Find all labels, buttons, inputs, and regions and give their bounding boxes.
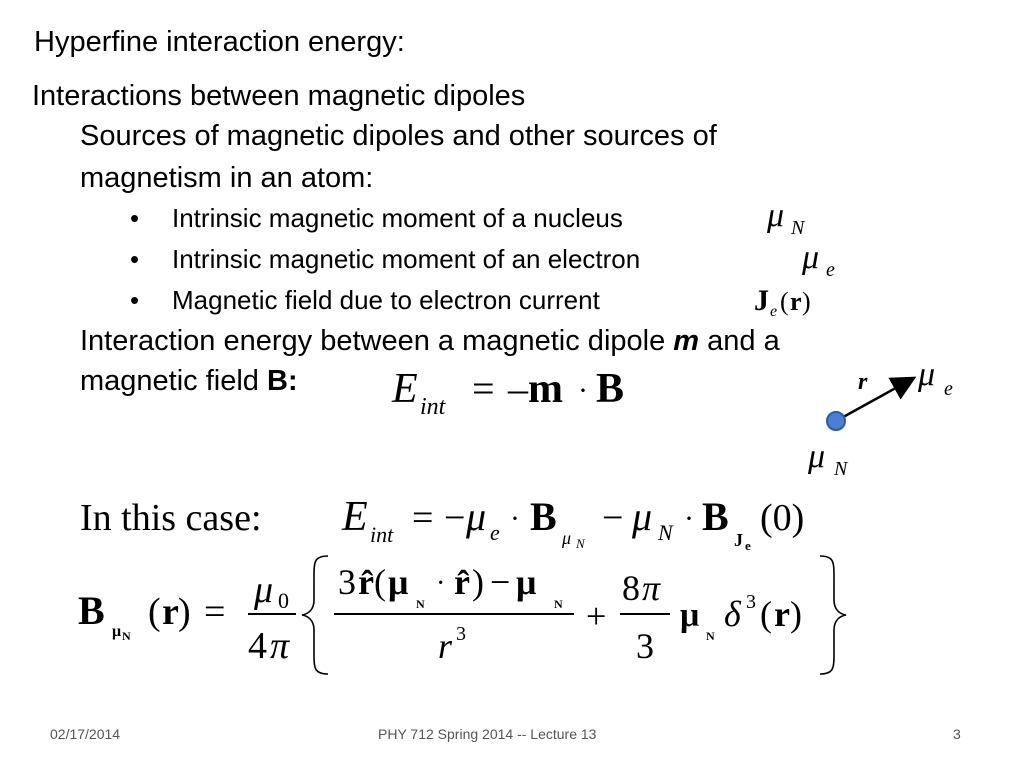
svg-text:m: m <box>528 366 563 412</box>
svg-text:+: + <box>586 596 607 636</box>
dipole-diagram <box>800 355 980 485</box>
svg-text:): ) <box>472 562 484 602</box>
energy-equation <box>390 362 650 432</box>
nucleus-dot <box>827 412 845 430</box>
dipole-m-label: m <box>673 325 700 357</box>
svg-text:N: N <box>834 458 848 480</box>
svg-text:·: · <box>510 502 520 535</box>
svg-text:−: − <box>444 497 466 539</box>
svg-text:(: ( <box>148 591 161 633</box>
mu-e-symbol <box>800 238 844 282</box>
je-r-symbol <box>752 280 832 324</box>
svg-text:B: B <box>596 366 625 412</box>
svg-text:N: N <box>706 629 715 643</box>
slide-title: Hyperfine interaction energy: <box>34 26 405 58</box>
svg-text:=: = <box>412 497 434 539</box>
dipole-field-equation <box>76 548 856 678</box>
svg-text:μ: μ <box>802 239 820 276</box>
svg-text:int: int <box>420 394 446 420</box>
svg-text:N: N <box>576 536 585 551</box>
bullet-marker-2: • <box>130 244 140 274</box>
svg-text:3: 3 <box>338 562 356 602</box>
svg-text:μ: μ <box>516 562 537 602</box>
svg-text:B: B <box>702 494 729 539</box>
svg-text:π: π <box>642 568 661 608</box>
svg-text:–: – <box>508 366 528 411</box>
footer-course: PHY 712 Spring 2014 -- Lecture 13 <box>378 726 597 742</box>
svg-text:e: e <box>770 303 778 320</box>
svg-text:−: − <box>490 562 511 602</box>
r-vector-label: r <box>858 369 868 395</box>
svg-text:r: r <box>790 287 802 316</box>
svg-text:N: N <box>416 597 425 611</box>
sources-line-1: Sources of magnetic dipoles and other sources of <box>80 120 717 152</box>
svg-text:r: r <box>774 594 790 634</box>
footer-page-number: 3 <box>953 726 961 742</box>
footer-date: 02/17/2014 <box>50 726 121 742</box>
svg-text:3: 3 <box>746 591 756 613</box>
svg-text:μ: μ <box>680 597 700 634</box>
svg-text:=: = <box>204 591 226 633</box>
svg-text:−: − <box>602 497 624 539</box>
section-heading: Interactions between magnetic dipoles <box>32 80 526 112</box>
svg-text:μ: μ <box>466 494 487 539</box>
magnetic-field-text: magnetic field <box>80 365 267 397</box>
interaction-text-a: Interaction energy between a magnetic dipole <box>80 325 674 357</box>
svg-text:N: N <box>791 217 805 239</box>
svg-text:J: J <box>734 530 743 550</box>
svg-text:·: · <box>578 374 588 407</box>
svg-text:e: e <box>490 520 500 545</box>
bullet-nucleus-moment: Intrinsic magnetic moment of a nucleus <box>172 203 623 233</box>
svg-text:μ: μ <box>112 623 122 640</box>
interaction-line-2 <box>80 365 298 398</box>
svg-text:μ: μ <box>254 569 274 611</box>
in-this-case-label: In this case: <box>80 497 262 539</box>
svg-text:E: E <box>392 366 418 412</box>
svg-text:(0): (0) <box>760 497 805 539</box>
mu-e-diagram-label: μ <box>918 356 936 393</box>
svg-text:π: π <box>270 625 290 667</box>
svg-text:μ: μ <box>388 562 409 602</box>
svg-text:·: · <box>436 568 446 599</box>
svg-text:): ) <box>790 594 802 634</box>
svg-text:B: B <box>78 588 105 633</box>
mu-n-symbol <box>765 196 815 240</box>
svg-text:μ: μ <box>767 197 785 234</box>
svg-text:r: r <box>438 626 453 666</box>
svg-text:(: ( <box>374 562 386 602</box>
svg-text:r̂: r̂ <box>358 562 374 602</box>
sources-line-2: magnetism in an atom: <box>80 162 374 194</box>
position-vector-arrow <box>836 379 912 421</box>
svg-text:N: N <box>658 520 673 545</box>
svg-text:N: N <box>122 629 131 643</box>
mu-n-diagram-label: μ <box>808 438 826 475</box>
svg-text:e: e <box>745 538 751 553</box>
svg-text:J: J <box>754 284 769 317</box>
field-b-label: B: <box>267 365 298 397</box>
svg-text:δ: δ <box>724 594 741 634</box>
svg-text:E: E <box>342 494 368 540</box>
svg-text:N: N <box>554 597 563 611</box>
svg-text:3: 3 <box>636 626 654 666</box>
bullet-marker-1: • <box>130 203 140 233</box>
svg-text:): ) <box>178 591 191 633</box>
bullet-electron-moment: Intrinsic magnetic moment of an electron <box>172 244 641 274</box>
interaction-text-b: and a <box>699 325 780 357</box>
svg-text:r̂: r̂ <box>454 562 470 602</box>
svg-text:int: int <box>370 522 394 547</box>
svg-text:·: · <box>684 502 694 535</box>
svg-text:4: 4 <box>248 625 267 667</box>
svg-text:0: 0 <box>278 588 289 613</box>
svg-text:(: ( <box>760 594 772 634</box>
svg-text:): ) <box>802 287 811 316</box>
svg-text:e: e <box>826 259 835 281</box>
svg-text:8: 8 <box>622 568 640 608</box>
svg-text:=: = <box>472 366 495 411</box>
svg-text:r: r <box>162 591 179 633</box>
svg-text:B: B <box>530 494 557 539</box>
svg-text:μ: μ <box>562 528 572 548</box>
svg-text:e: e <box>944 378 953 400</box>
svg-text:μ: μ <box>632 494 653 539</box>
bullet-electron-current: Magnetic field due to electron current <box>172 285 600 315</box>
interaction-line-1 <box>80 325 780 358</box>
svg-text:(: ( <box>780 287 789 316</box>
bullet-marker-3: • <box>130 285 140 315</box>
svg-text:3: 3 <box>456 623 466 645</box>
